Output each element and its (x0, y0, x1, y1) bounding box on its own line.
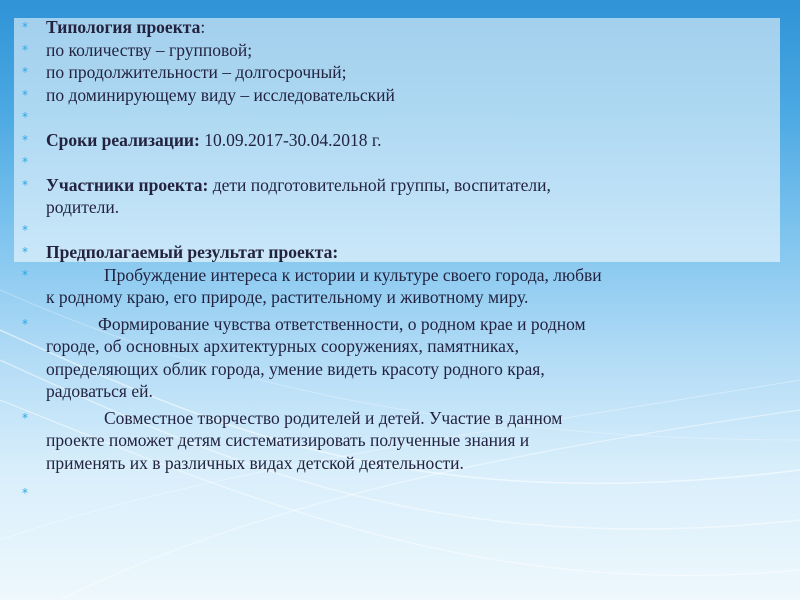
terms-line (22, 129, 778, 152)
terms-value: 10.09.2017-30.04.2018 г. (204, 129, 382, 150)
typology-heading-line (22, 16, 778, 39)
typology-item: * по доминирующему виду – исследовательский (22, 84, 395, 105)
bullet-icon: * (22, 316, 28, 331)
typology-item: * по количеству – групповой; (22, 39, 253, 60)
bullet-icon: * (22, 222, 28, 237)
bullet-icon: * (22, 177, 28, 192)
result-paragraph: * Пробуждение интереса к истории и культуре своего города, любви к родному краю, его природе, растительному и животному миру. (22, 264, 602, 307)
terms-label: Сроки реализации: (46, 129, 200, 150)
empty-bullet-line (22, 482, 778, 505)
bullet-icon: * (22, 110, 28, 124)
result-paragraph: * Совместное творчество родителей и детей. Участие в данном проекте поможет детям систематизировать полученные знания и применять их в различных видах детской деятельности. (22, 407, 563, 473)
result-heading-line (22, 241, 778, 264)
bullet-icon: * (22, 267, 28, 282)
empty-bullet-line (22, 106, 778, 129)
empty-bullet-line (22, 219, 778, 242)
result-paragraph: * Формирование чувства ответственности, о родном крае и родном городе, об основных архитектурных сооружениях, памятниках, определяющих облик города, умение видеть красоту родного края, радоваться ей. (22, 313, 586, 401)
bullet-icon: * (22, 20, 28, 34)
bullet-icon: * (22, 42, 28, 57)
participants-value: дети подготовительной группы, воспитатели, (212, 174, 551, 195)
result-heading: Предполагаемый результат проекта: (46, 242, 339, 262)
participants-label: Участники проекта: (46, 174, 209, 195)
bullet-icon: * (22, 65, 28, 79)
typology-item: * по продолжительности – долгосрочный; (22, 62, 347, 82)
typology-colon: : (200, 17, 206, 37)
bullet-icon: * (22, 132, 28, 147)
typology-heading: Типология проекта (46, 17, 201, 37)
slide-content (22, 16, 778, 505)
bullet-icon: * (22, 155, 28, 169)
bullet-icon: * (22, 87, 28, 102)
bullet-icon: * (22, 486, 28, 500)
participants-line: * Участники проекта: дети подготовительной группы, воспитатели, родители. (22, 174, 551, 217)
bullet-icon: * (22, 410, 28, 425)
bullet-icon: * (22, 245, 28, 259)
empty-bullet-line (22, 151, 778, 174)
